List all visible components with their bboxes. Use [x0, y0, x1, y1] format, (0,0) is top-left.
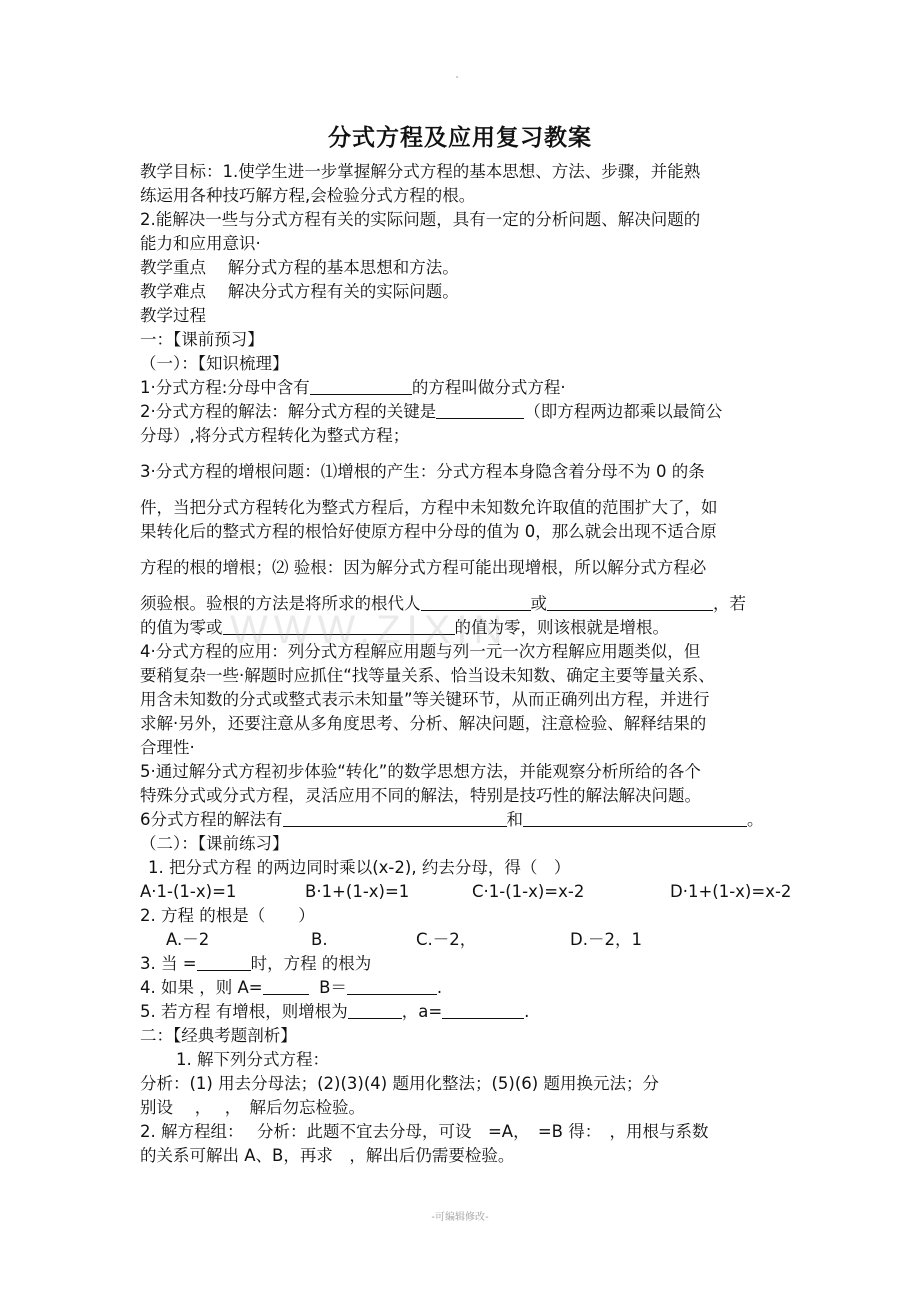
knowledge-item-4-line-1: 4·分式方程的应用：列分式方程解应用题与列一元一次方程解应用题类似，但 [140, 642, 701, 661]
knowledge-item-4-line-2: 要稍复杂一些·解题时应抓住“找等量关系、恰当设未知数、确定主要等量关系、 [140, 666, 715, 685]
objectives-line-1: 教学目标：1.使学生进一步掌握解分式方程的基本思想、方法、步骤，并能熟 [140, 162, 701, 181]
difficulty: 教学难点 解决分式方程有关的实际问题。 [140, 282, 459, 301]
analysis-line-2: 别设 ， ， 解后勿忘检验。 [140, 1098, 365, 1117]
process-heading: 教学过程 [140, 306, 206, 325]
objectives-line-2: 练运用各种技巧解方程,会检验分式方程的根。 [140, 186, 476, 205]
choice-d[interactable]: D·1+(1-x)=x-2 [670, 882, 792, 901]
knowledge-item-2: 2·分式方程的解法：解分式方程的关键是 （即方程两边都乘以最简公 [140, 402, 723, 421]
knowledge-item-5-line-2: 特殊分式或分式方程，灵活应用不同的解法，特别是技巧性的解法解决问题。 [140, 786, 701, 805]
section-1-heading: 一：【课前预习】 [140, 330, 264, 349]
fill-blank[interactable] [523, 809, 747, 827]
knowledge-item-4-line-3: 用含未知数的分式或整式表示未知量”等关键环节，从而正确列出方程，并进行 [140, 690, 710, 709]
question-5: 5. 若方程 有增根，则增根为 ，a= . [140, 1002, 530, 1021]
knowledge-item-3-line-1: 3·分式方程的增根问题：⑴增根的产生：分式方程本身隐含着分母不为 0 的条 [140, 462, 705, 481]
fill-blank[interactable] [263, 977, 309, 995]
analysis-line-1: 分析：(1) 用去分母法；(2)(3)(4) 题用化整法；(5)(6) 题用换元法；分 [140, 1074, 659, 1093]
fill-blank[interactable] [442, 1001, 524, 1019]
example-2-line-2: 的关系可解出 A、B，再求 ，解出后仍需要检验。 [140, 1146, 515, 1165]
section-2-heading: 二：【经典考题剖析】 [140, 1026, 297, 1045]
subsection-practice-heading: （二）：【课前练习】 [140, 834, 289, 853]
question-2: 2. 方程 的根是（ ） [140, 906, 315, 925]
knowledge-item-3-line-6: 的值为零或 的值为零，则该根就是增根。 [140, 618, 669, 637]
choice-b[interactable]: B. [311, 930, 328, 949]
choice-d[interactable]: D.－2，1 [570, 930, 642, 949]
knowledge-item-4-line-5: 合理性· [140, 738, 195, 757]
choice-a[interactable]: A.－2 [166, 930, 210, 949]
watermark: WWW.ZIXIN [230, 608, 509, 652]
knowledge-item-1: 1·分式方程:分母中含有 的方程叫做分式方程· [140, 378, 566, 397]
objectives-line-3: 2.能解决一些与分式方程有关的实际问题，具有一定的分析问题、解决问题的 [140, 210, 701, 229]
choice-a[interactable]: A·1-(1-x)=1 [140, 882, 237, 901]
knowledge-item-5-line-1: 5·通过解分式方程初步体验“转化”的数学思想方法，并能观察分析所给的各个 [140, 762, 701, 781]
question-1: 1. 把分式方程 的两边同时乘以(x-2), 约去分母，得（ ） [148, 858, 571, 877]
fill-blank[interactable] [347, 977, 437, 995]
subsection-knowledge-heading: （一）：【知识梳理】 [140, 354, 289, 373]
question-3: 3. 当 = 时，方程 的根为 [140, 954, 372, 973]
fill-blank[interactable] [197, 953, 251, 971]
knowledge-item-3-line-2: 件，当把分式方程转化为整式方程后，方程中未知数允许取值的范围扩大了，如 [140, 498, 718, 517]
page-title: 分式方程及应用复习教案 [328, 124, 592, 151]
fill-blank[interactable] [310, 377, 412, 395]
knowledge-item-3-line-4: 方程的根的增根；⑵ 验根：因为解分式方程可能出现增根，所以解分式方程必 [140, 558, 707, 577]
question-2-choices [166, 928, 686, 952]
fill-blank[interactable] [436, 401, 524, 419]
example-2-line-1: 2. 解方程组： 分析：此题不宜去分母，可设 =A， =B 得： ，用根与系数 [140, 1122, 709, 1141]
knowledge-item-3-line-5: 须验根。验根的方法是将所求的根代人 或 ，若 [140, 594, 746, 613]
choice-c[interactable]: C·1-(1-x)=x-2 [472, 882, 585, 901]
fill-blank[interactable] [283, 809, 507, 827]
objectives-line-4: 能力和应用意识· [140, 234, 261, 253]
key-point: 教学重点 解分式方程的基本思想和方法。 [140, 258, 459, 277]
choice-b[interactable]: B·1+(1-x)=1 [305, 882, 410, 901]
fill-blank[interactable] [547, 593, 713, 611]
knowledge-item-6: 6分式方程的解法有 和 。 [140, 810, 764, 829]
example-1: 1. 解下列分式方程： [176, 1050, 329, 1069]
page-mark [456, 76, 458, 78]
footer-note: -可编辑修改- [431, 1212, 489, 1223]
knowledge-item-3-line-3: 果转化后的整式方程的根恰好使原方程中分母的值为 0，那么就会出现不适合原 [140, 522, 717, 541]
choice-c[interactable]: C.－2， [416, 930, 477, 949]
fill-blank[interactable] [348, 1001, 402, 1019]
knowledge-item-2-cont: 分母）,将分式方程转化为整式方程； [140, 426, 410, 445]
question-1-choices [140, 880, 840, 904]
question-4: 4. 如果 ，则 A= B＝ . [140, 978, 443, 997]
knowledge-item-4-line-4: 求解·另外，还要注意从多角度思考、分析、解决问题，注意检验、解释结果的 [140, 714, 707, 733]
